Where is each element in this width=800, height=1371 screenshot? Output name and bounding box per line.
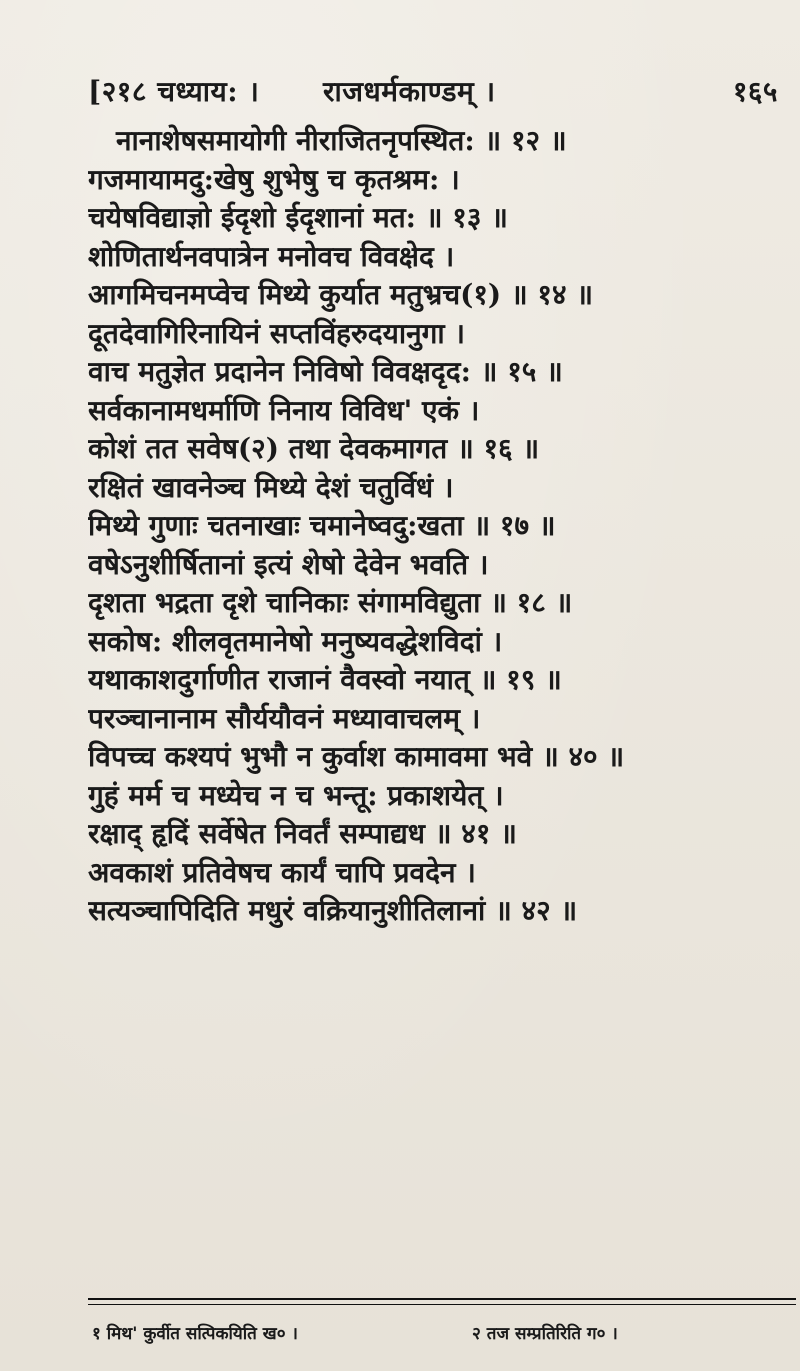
verse-body: [88, 118, 788, 931]
header-left: [88, 72, 259, 110]
verse-line: चयेषविद्याज्ञो ईदृशो ईदृशानां मत: ॥ १३ ॥: [88, 201, 508, 234]
verse-line: परञ्चानानाम सौर्ययौवनं मध्यावाचलम् ।: [88, 701, 481, 735]
footnote-2: २ तज सम्प्रतिरिति ग० ।: [472, 1324, 618, 1344]
header-chapter: चध्याय: ।: [157, 75, 260, 108]
verse-line: शोणितार्थनवपात्रेन मनोवच विवक्षेद ।: [88, 239, 455, 273]
page-header: [88, 72, 778, 112]
verse-line: दूतदेवागिरिनायिनं सप्तविंहरुदयानुगा ।: [88, 316, 466, 350]
verse-line: आगमिचनमप्वेच मिथ्ये कुर्यात मतुभ्रच(१) ॥ १४ ॥: [88, 278, 594, 311]
verse-line: सत्यञ्चापिदिति मधुरं वक्रियानुशीतिलानां ॥ ४२ ॥: [88, 894, 578, 927]
footnote-divider-rule: [88, 1298, 796, 1300]
verse-line: सकोष: शीलवृतमानेषो मनुष्यवद्धेशविदां ।: [88, 624, 503, 658]
verse-line: कोशं तत सवेष(२) तथा देवकमागत ॥ १६ ॥: [88, 432, 540, 465]
header-number: [२१८: [88, 75, 147, 108]
verse-line: अवकाशं प्रतिवेषच कार्यं चापि प्रवदेन ।: [88, 855, 476, 889]
page-number: १६५: [732, 75, 778, 108]
footnote-divider-rule-thin: [88, 1304, 796, 1305]
verse-line: दृशता भद्रता दृशे चानिकाः संगामविद्युता ॥ १८ ॥: [88, 586, 573, 619]
verse-line: गुहं मर्म च मध्येच न च भन्तू: प्रकाशयेत् ।: [88, 778, 504, 812]
footnote-1: १ मिथ' कुर्वीत सत्पिकयिति ख० ।: [92, 1324, 298, 1344]
header-title: राजधर्मकाण्डम् ।: [323, 75, 496, 108]
verse-line: विपच्च कश्यपं भुभौ न कुर्वाश कामावमा भवे ॥ ४० ॥: [88, 740, 625, 773]
verse-line: नानाशेषसमायोगी नीराजितनृपस्थित: ॥ १२ ॥: [116, 124, 567, 157]
verse-line: गजमायामदु:खेषु शुभेषु च कृतश्रम: ।: [88, 162, 460, 196]
verse-line: यथाकाशदुर्गाणीत राजानं वैवस्वो नयात् ॥ १९ ॥: [88, 663, 562, 696]
verse-line: सर्वकानामधर्माणि निनाय विविध' एकं ।: [88, 393, 480, 427]
verse-line: रक्षाद् हृदिं सर्वेषेत निवर्तं सम्पाद्यध ॥ ४१ ॥: [88, 817, 517, 850]
verse-line: वाच मतुज्ञेत प्रदानेन निविषो विवक्षदृद: ॥ १५ ॥: [88, 355, 563, 388]
verse-line: वषेऽनुशीर्षितानां इत्यं शेषो देवेन भवति ।: [88, 547, 489, 581]
verse-line: मिथ्ये गुणाः चतनाखाः चमानेष्वदु:खता ॥ १७ ॥: [88, 509, 556, 542]
verse-line: रक्षितं खावनेञ्च मिथ्ये देशं चतुर्विधं ।: [88, 470, 454, 504]
